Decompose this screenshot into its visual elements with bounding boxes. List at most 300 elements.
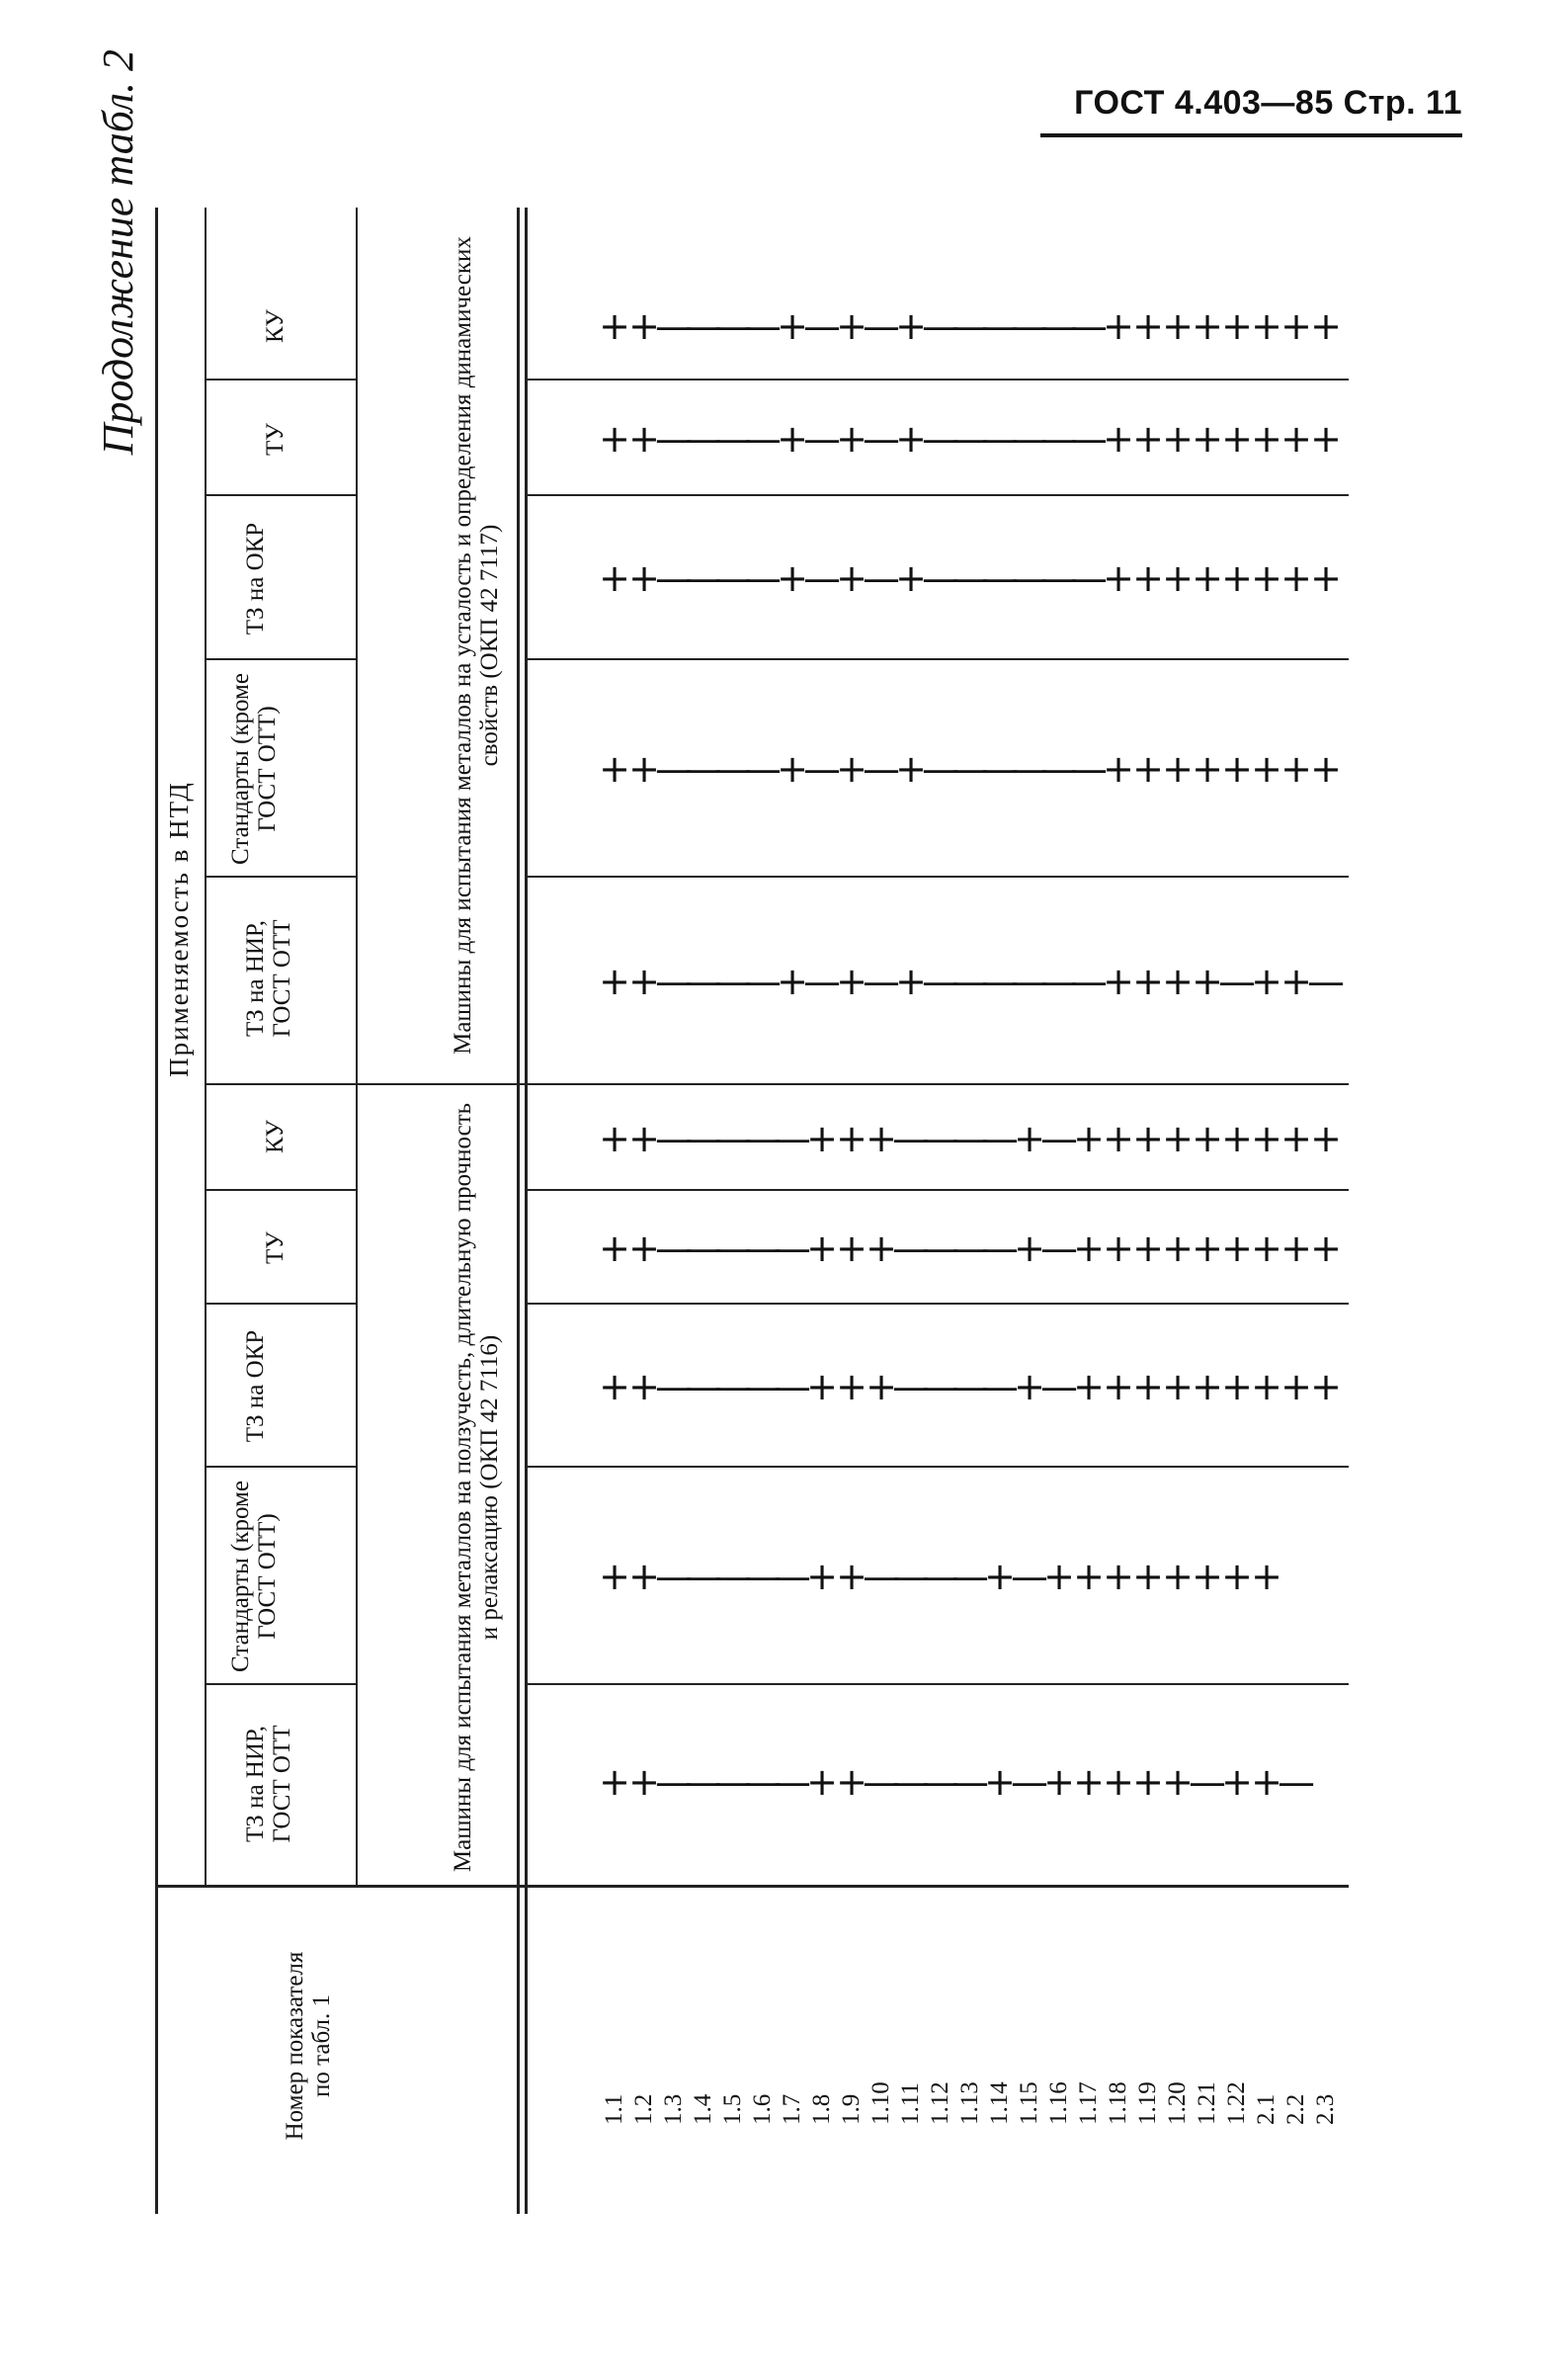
dash-mark: — <box>714 1117 752 1160</box>
plus-mark: + <box>628 1227 660 1270</box>
dash-mark: — <box>803 747 841 791</box>
row-number: 1.7 <box>779 2093 805 2125</box>
plus-mark: + <box>806 1555 838 1598</box>
header-separator-double-b <box>525 208 528 2214</box>
group-sep <box>205 1083 1349 1085</box>
plus-mark: + <box>1280 1227 1312 1270</box>
plus-mark: + <box>1192 1117 1223 1160</box>
page-header-text: ГОСТ 4.403—85 Стр. 11 <box>1074 84 1462 122</box>
plus-mark: + <box>1014 1365 1045 1408</box>
dash-mark: — <box>1040 304 1078 348</box>
dash-mark: — <box>922 304 959 348</box>
dash-mark: — <box>951 1117 989 1160</box>
plus-mark: + <box>1162 1365 1194 1408</box>
plus-mark: + <box>1192 1227 1223 1270</box>
plus-mark: + <box>1280 960 1312 1003</box>
row-number: 1.14 <box>986 2081 1013 2125</box>
applicability-header: Применяемость в НТД <box>164 781 194 1077</box>
plus-mark: + <box>1103 1365 1134 1408</box>
dash-mark: — <box>863 417 900 461</box>
dash-mark: — <box>981 960 1019 1003</box>
plus-mark: + <box>984 1555 1016 1598</box>
plus-mark: + <box>1251 556 1282 600</box>
dash-mark: — <box>1070 960 1108 1003</box>
plus-mark: + <box>1310 304 1342 348</box>
plus-mark: + <box>1251 1760 1282 1804</box>
dash-mark: — <box>655 1555 693 1598</box>
dash-mark: — <box>981 1227 1019 1270</box>
col-sep <box>205 1303 356 1305</box>
plus-mark: + <box>1251 1555 1282 1598</box>
row-number: 1.20 <box>1164 2081 1191 2125</box>
plus-mark: + <box>1014 1117 1045 1160</box>
dash-mark: — <box>922 1227 959 1270</box>
dash-mark: — <box>951 556 989 600</box>
plus-mark: + <box>1132 1760 1164 1804</box>
dash-mark: — <box>1070 304 1108 348</box>
dash-mark: — <box>744 1227 782 1270</box>
plus-mark: + <box>1162 960 1194 1003</box>
dash-mark: — <box>744 417 782 461</box>
col-sep <box>205 658 356 660</box>
plus-mark: + <box>628 1117 660 1160</box>
dash-mark: — <box>685 1365 722 1408</box>
dash-mark: — <box>892 1117 930 1160</box>
dash-mark: — <box>774 1555 811 1598</box>
dash-mark: — <box>655 556 693 600</box>
body-sep <box>527 658 1349 660</box>
plus-mark: + <box>895 417 927 461</box>
dash-mark: — <box>1011 556 1048 600</box>
plus-mark: + <box>806 1365 838 1408</box>
dash-mark: — <box>655 960 693 1003</box>
plus-mark: + <box>599 960 630 1003</box>
col-sep <box>205 1683 356 1685</box>
plus-mark: + <box>1162 304 1194 348</box>
plus-mark: + <box>1073 1227 1105 1270</box>
dash-mark: — <box>714 417 752 461</box>
dash-mark: — <box>655 1365 693 1408</box>
dash-mark: — <box>774 1227 811 1270</box>
plus-mark: + <box>1132 556 1164 600</box>
plus-mark: + <box>1132 417 1164 461</box>
body-sep <box>527 494 1349 496</box>
row-number: 1.10 <box>867 2081 894 2125</box>
plus-mark: + <box>777 304 808 348</box>
plus-mark: + <box>1192 747 1223 791</box>
dash-mark: — <box>714 747 752 791</box>
plus-mark: + <box>1043 1555 1075 1598</box>
dash-mark: — <box>1070 556 1108 600</box>
dash-mark: — <box>1189 1760 1226 1804</box>
dash-mark: — <box>981 304 1019 348</box>
row-number: 1.6 <box>749 2093 776 2125</box>
plus-mark: + <box>1162 1555 1194 1598</box>
dash-mark: — <box>744 1555 782 1598</box>
dash-mark: — <box>951 960 989 1003</box>
plus-mark: + <box>1162 417 1194 461</box>
dash-mark: — <box>685 1227 722 1270</box>
plus-mark: + <box>1192 417 1223 461</box>
dash-mark: — <box>655 747 693 791</box>
dash-mark: — <box>981 417 1019 461</box>
dash-mark: — <box>685 747 722 791</box>
dash-mark: — <box>685 960 722 1003</box>
dash-mark: — <box>1218 960 1256 1003</box>
dash-mark: — <box>744 304 782 348</box>
dash-mark: — <box>744 1760 782 1804</box>
row-number: 1.21 <box>1194 2081 1220 2125</box>
dash-mark: — <box>1040 747 1078 791</box>
plus-mark: + <box>1162 1117 1194 1160</box>
plus-mark: + <box>1251 747 1282 791</box>
plus-mark: + <box>1251 417 1282 461</box>
dash-mark: — <box>714 1365 752 1408</box>
plus-mark: + <box>836 304 867 348</box>
dash-mark: — <box>981 1117 1019 1160</box>
dash-mark: — <box>951 1365 989 1408</box>
row-number: 1.2 <box>630 2093 657 2125</box>
plus-mark: + <box>836 417 867 461</box>
dash-mark: — <box>655 304 693 348</box>
plus-mark: + <box>1310 1117 1342 1160</box>
dash-mark: — <box>803 417 841 461</box>
body-sep <box>527 1466 1349 1468</box>
dash-mark: — <box>892 1227 930 1270</box>
dash-mark: — <box>744 960 782 1003</box>
plus-mark: + <box>1162 747 1194 791</box>
dash-mark: — <box>714 1760 752 1804</box>
dash-mark: — <box>714 960 752 1003</box>
dash-mark: — <box>863 1760 900 1804</box>
row-number: 1.8 <box>808 2093 835 2125</box>
plus-mark: + <box>599 556 630 600</box>
plus-mark: + <box>599 747 630 791</box>
plus-mark: + <box>866 1227 897 1270</box>
plus-mark: + <box>1162 556 1194 600</box>
col-sep <box>205 876 356 878</box>
row-number: 1.11 <box>897 2082 924 2125</box>
plus-mark: + <box>777 556 808 600</box>
dash-mark: — <box>744 556 782 600</box>
dash-mark: — <box>863 304 900 348</box>
plus-mark: + <box>1221 1365 1253 1408</box>
plus-mark: + <box>1251 1227 1282 1270</box>
plus-mark: + <box>1221 556 1253 600</box>
plus-mark: + <box>1132 1365 1164 1408</box>
plus-mark: + <box>599 417 630 461</box>
dash-mark: — <box>922 960 959 1003</box>
plus-mark: + <box>836 1117 867 1160</box>
plus-mark: + <box>777 960 808 1003</box>
dash-mark: — <box>922 1555 959 1598</box>
col-head-3: ТЗ на ОКР <box>242 1329 269 1443</box>
plus-mark: + <box>1103 960 1134 1003</box>
dash-mark: — <box>951 304 989 348</box>
group-title-2: Машины для испытания металлов на усталость и определения динамических свойств (ОКП 42 7117) <box>450 236 503 1055</box>
dash-mark: — <box>1011 960 1048 1003</box>
plus-mark: + <box>1192 1365 1223 1408</box>
plus-mark: + <box>806 1117 838 1160</box>
dash-mark: — <box>892 1555 930 1598</box>
plus-mark: + <box>1280 747 1312 791</box>
plus-mark: + <box>895 960 927 1003</box>
dash-mark: — <box>685 1760 722 1804</box>
dash-mark: — <box>1011 1760 1048 1804</box>
dash-mark: — <box>714 1227 752 1270</box>
plus-mark: + <box>1280 417 1312 461</box>
dash-mark: — <box>1040 556 1078 600</box>
plus-mark: + <box>628 1760 660 1804</box>
body-sep <box>527 379 1349 381</box>
plus-mark: + <box>1103 1227 1134 1270</box>
dash-mark: — <box>1070 747 1108 791</box>
row-number: 1.19 <box>1134 2081 1161 2125</box>
row-number: 2.3 <box>1312 2093 1339 2125</box>
dash-mark: — <box>1011 304 1048 348</box>
plus-mark: + <box>628 1365 660 1408</box>
row-number: 1.22 <box>1223 2081 1250 2125</box>
plus-mark: + <box>1192 556 1223 600</box>
dash-mark: — <box>981 556 1019 600</box>
dash-mark: — <box>714 556 752 600</box>
row-number: 1.9 <box>838 2093 865 2125</box>
dash-mark: — <box>951 417 989 461</box>
plus-mark: + <box>1103 1760 1134 1804</box>
plus-mark: + <box>777 747 808 791</box>
plus-mark: + <box>1221 1117 1253 1160</box>
dash-mark: — <box>951 1555 989 1598</box>
dash-mark: — <box>922 556 959 600</box>
plus-mark: + <box>628 960 660 1003</box>
row-number: 1.18 <box>1105 2081 1131 2125</box>
dash-mark: — <box>863 556 900 600</box>
dash-mark: — <box>803 556 841 600</box>
col-sep <box>205 1466 356 1468</box>
dash-mark: — <box>655 1760 693 1804</box>
plus-mark: + <box>1221 1555 1253 1598</box>
dash-mark: — <box>774 1117 811 1160</box>
plus-mark: + <box>866 1117 897 1160</box>
plus-mark: + <box>1280 304 1312 348</box>
dash-mark: — <box>685 1555 722 1598</box>
plus-mark: + <box>1310 1227 1342 1270</box>
plus-mark: + <box>628 556 660 600</box>
plus-mark: + <box>1103 747 1134 791</box>
plus-mark: + <box>1103 1117 1134 1160</box>
plus-mark: + <box>1310 556 1342 600</box>
col-head-6: ТЗ на НИР, ГОСТ ОТТ <box>242 919 295 1038</box>
rownum-separator <box>155 1885 1349 1888</box>
row-number: 2.2 <box>1282 2093 1309 2125</box>
plus-mark: + <box>1192 1555 1223 1598</box>
plus-mark: + <box>1221 747 1253 791</box>
row-number: 1.16 <box>1045 2081 1072 2125</box>
plus-mark: + <box>895 556 927 600</box>
col-head-7: Стандарты (кроме ГОСТ ОТТ) <box>227 673 281 865</box>
plus-mark: + <box>1103 1555 1134 1598</box>
dash-mark: — <box>981 1365 1019 1408</box>
dash-mark: — <box>892 1760 930 1804</box>
col-head-8: ТЗ на ОКР <box>242 522 269 635</box>
plus-mark: + <box>599 1760 630 1804</box>
dash-mark: — <box>685 417 722 461</box>
col-head-5: КУ <box>262 1120 289 1153</box>
plus-mark: + <box>1132 1227 1164 1270</box>
plus-mark: + <box>1043 1760 1075 1804</box>
plus-mark: + <box>895 304 927 348</box>
plus-mark: + <box>1221 304 1253 348</box>
dash-mark: — <box>1040 1365 1078 1408</box>
dash-mark: — <box>863 960 900 1003</box>
col-head-1: ТЗ на НИР, ГОСТ ОТТ <box>242 1725 295 1843</box>
dash-mark: — <box>774 1365 811 1408</box>
dash-mark: — <box>685 556 722 600</box>
plus-mark: + <box>599 1365 630 1408</box>
dash-mark: — <box>714 1555 752 1598</box>
dash-mark: — <box>803 960 841 1003</box>
dash-mark: — <box>744 1117 782 1160</box>
dash-mark: — <box>1040 960 1078 1003</box>
plus-mark: + <box>866 1365 897 1408</box>
dash-mark: — <box>1040 1117 1078 1160</box>
dash-mark: — <box>803 304 841 348</box>
plus-mark: + <box>599 1555 630 1598</box>
row-number: 1.3 <box>660 2093 687 2125</box>
body-sep <box>527 1303 1349 1305</box>
plus-mark: + <box>599 304 630 348</box>
plus-mark: + <box>1221 1227 1253 1270</box>
plus-mark: + <box>1310 1365 1342 1408</box>
plus-mark: + <box>1280 556 1312 600</box>
col-sep <box>205 494 356 496</box>
plus-mark: + <box>628 304 660 348</box>
row-number: 1.5 <box>719 2093 746 2125</box>
plus-mark: + <box>1221 1760 1253 1804</box>
plus-mark: + <box>984 1760 1016 1804</box>
dash-mark: — <box>981 747 1019 791</box>
col-sep <box>205 379 356 381</box>
plus-mark: + <box>836 1555 867 1598</box>
col-head-9: ТУ <box>262 423 289 456</box>
dash-mark: — <box>1278 1760 1315 1804</box>
row-number: 1.17 <box>1075 2081 1102 2125</box>
plus-mark: + <box>836 960 867 1003</box>
apply-head-underline <box>205 208 206 1888</box>
plus-mark: + <box>1073 1117 1105 1160</box>
dash-mark: — <box>892 1365 930 1408</box>
plus-mark: + <box>895 747 927 791</box>
plus-mark: + <box>628 1555 660 1598</box>
col-head-2: Стандарты (кроме ГОСТ ОТТ) <box>227 1481 281 1672</box>
plus-mark: + <box>1251 304 1282 348</box>
plus-mark: + <box>1251 1365 1282 1408</box>
plus-mark: + <box>1221 417 1253 461</box>
dash-mark: — <box>1011 1555 1048 1598</box>
col-head-10: КУ <box>262 309 289 343</box>
plus-mark: + <box>1251 1117 1282 1160</box>
plus-mark: + <box>1132 304 1164 348</box>
dash-mark: — <box>685 304 722 348</box>
dash-mark: — <box>922 417 959 461</box>
plus-mark: + <box>628 747 660 791</box>
plus-mark: + <box>1280 1117 1312 1160</box>
rotated-table <box>84 40 1349 2214</box>
plus-mark: + <box>1280 1365 1312 1408</box>
dash-mark: — <box>951 1227 989 1270</box>
row-number-header: Номер показателя по табл. 1 <box>282 1951 335 2141</box>
dash-mark: — <box>922 1117 959 1160</box>
dash-mark: — <box>863 747 900 791</box>
plus-mark: + <box>1192 960 1223 1003</box>
dash-mark: — <box>922 1365 959 1408</box>
plus-mark: + <box>1014 1227 1045 1270</box>
row-number: 1.15 <box>1016 2081 1042 2125</box>
plus-mark: + <box>1162 1227 1194 1270</box>
dash-mark: — <box>685 1117 722 1160</box>
body-sep <box>527 1189 1349 1191</box>
dash-mark: — <box>951 747 989 791</box>
dash-mark: — <box>1011 417 1048 461</box>
dash-mark: — <box>1307 960 1345 1003</box>
body-sep <box>527 876 1349 878</box>
plus-mark: + <box>1103 304 1134 348</box>
dash-mark: — <box>774 1760 811 1804</box>
table-top-rule <box>155 208 158 2214</box>
row-number: 1.13 <box>956 2081 983 2125</box>
plus-mark: + <box>777 417 808 461</box>
dash-mark: — <box>655 1227 693 1270</box>
dash-mark: — <box>1040 417 1078 461</box>
plus-mark: + <box>1073 1365 1105 1408</box>
plus-mark: + <box>1310 747 1342 791</box>
plus-mark: + <box>1103 556 1134 600</box>
plus-mark: + <box>1192 304 1223 348</box>
dash-mark: — <box>714 304 752 348</box>
dash-mark: — <box>1040 1227 1078 1270</box>
plus-mark: + <box>806 1760 838 1804</box>
plus-mark: + <box>1103 417 1134 461</box>
plus-mark: + <box>599 1227 630 1270</box>
dash-mark: — <box>863 1555 900 1598</box>
row-number: 2.1 <box>1253 2093 1279 2125</box>
col-head-4: ТУ <box>262 1231 289 1264</box>
colhead-underline <box>356 208 358 1888</box>
dash-mark: — <box>922 1760 959 1804</box>
row-number: 1.4 <box>690 2093 716 2125</box>
plus-mark: + <box>1073 1555 1105 1598</box>
col-sep <box>205 1189 356 1191</box>
plus-mark: + <box>1162 1760 1194 1804</box>
plus-mark: + <box>599 1117 630 1160</box>
group-title-1: Машины для испытания металлов на ползучесть, длительную прочность и релаксацию (ОКП 42 7116) <box>450 1102 503 1873</box>
plus-mark: + <box>836 1365 867 1408</box>
plus-mark: + <box>836 556 867 600</box>
plus-mark: + <box>1132 1555 1164 1598</box>
dash-mark: — <box>655 417 693 461</box>
row-number: 1.12 <box>927 2081 953 2125</box>
dash-mark: — <box>655 1117 693 1160</box>
plus-mark: + <box>1132 1117 1164 1160</box>
dash-mark: — <box>922 747 959 791</box>
header-separator-double-a <box>517 208 520 2214</box>
plus-mark: + <box>1132 960 1164 1003</box>
plus-mark: + <box>1132 747 1164 791</box>
plus-mark: + <box>806 1227 838 1270</box>
dash-mark: — <box>744 747 782 791</box>
plus-mark: + <box>1310 417 1342 461</box>
plus-mark: + <box>1073 1760 1105 1804</box>
